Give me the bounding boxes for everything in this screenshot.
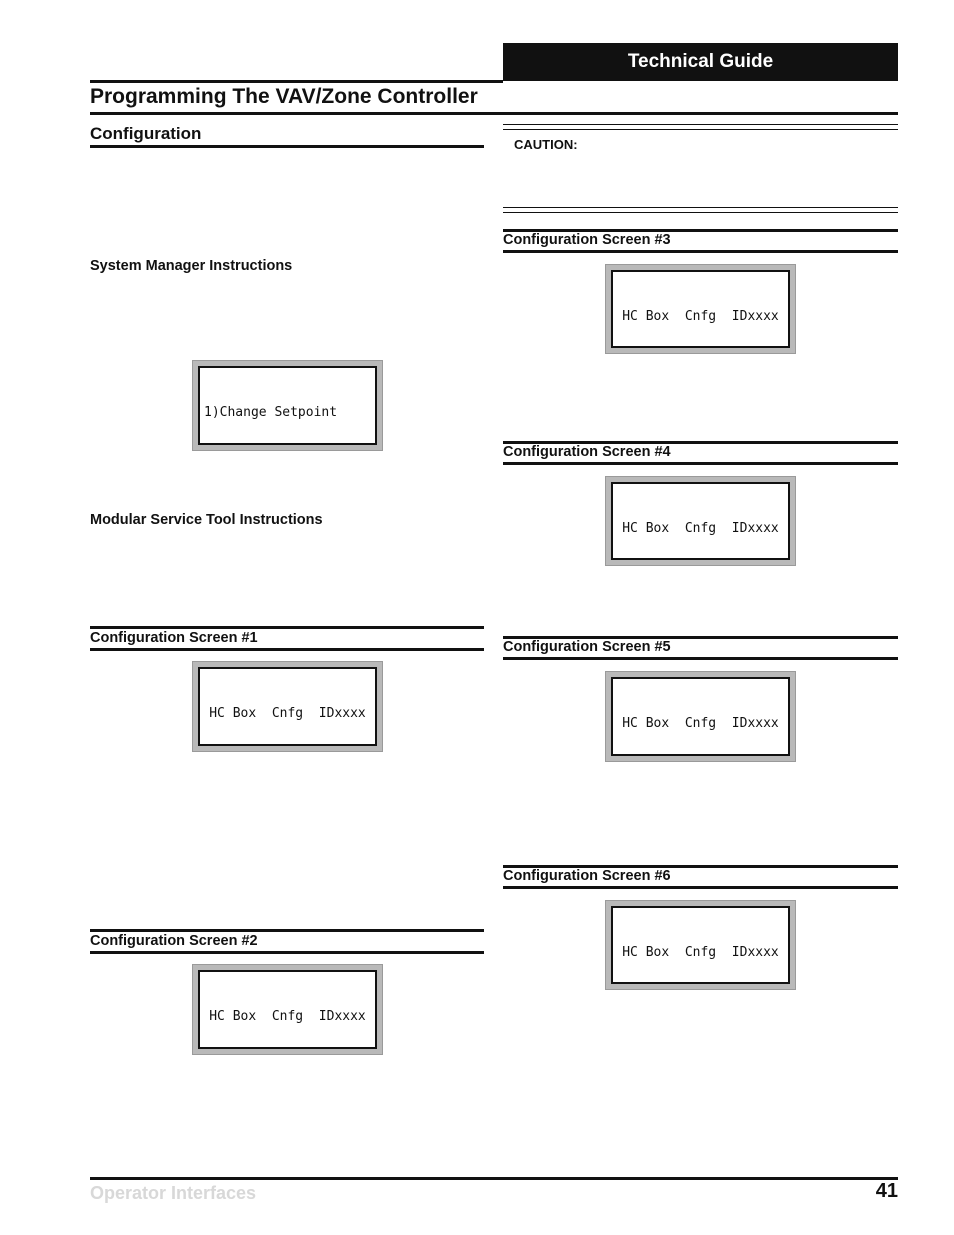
config-screen2-lcd-screen — [198, 970, 377, 1049]
caution-top-rule-b — [503, 129, 898, 130]
configuration-rule — [90, 145, 484, 148]
caution-bottom-rule-b — [503, 212, 898, 213]
lcd-line: HC Box Cnfg IDxxxx — [622, 945, 779, 960]
lcd-line: HC Box Cnfg IDxxxx — [209, 706, 366, 721]
header-rule — [90, 80, 503, 83]
modular-service-tool-heading: Modular Service Tool Instructions — [90, 512, 323, 528]
configuration-heading: Configuration — [90, 124, 202, 143]
screen4-bottom-rule — [503, 462, 898, 465]
caution-top-rule-a — [503, 124, 898, 125]
screen4-title: Configuration Screen #4 — [503, 444, 671, 460]
config-screen6-lcd-screen — [611, 906, 790, 984]
lcd-line: 1)Change Setpoint — [204, 405, 338, 420]
technical-guide-banner — [503, 43, 898, 81]
screen2-title: Configuration Screen #2 — [90, 933, 258, 949]
main-menu-lcd — [192, 360, 383, 451]
lcd-line: HC Box Cnfg IDxxxx — [209, 1009, 366, 1024]
config-screen4-lcd-screen — [611, 482, 790, 560]
config-screen5-lcd-screen — [611, 677, 790, 756]
config-screen6-lcd — [605, 900, 796, 990]
config-screen1-lcd-screen — [198, 667, 377, 746]
screen5-title: Configuration Screen #5 — [503, 639, 671, 655]
screen2-bottom-rule — [90, 951, 484, 954]
screen6-bottom-rule — [503, 886, 898, 889]
system-manager-heading: System Manager Instructions — [90, 258, 293, 274]
title-rule — [90, 112, 898, 115]
screen2-top-rule — [90, 929, 484, 932]
screen1-title: Configuration Screen #1 — [90, 630, 258, 646]
main-menu-lcd-screen — [198, 366, 377, 445]
footer-rule — [90, 1177, 898, 1180]
screen1-bottom-rule — [90, 648, 484, 651]
caution-label: CAUTION: — [514, 137, 578, 152]
page-title: Programming The VAV/Zone Controller — [90, 85, 478, 108]
lcd-line: HC Box Cnfg IDxxxx — [622, 521, 779, 536]
config-screen5-lcd — [605, 671, 796, 762]
lcd-line: HC Box Cnfg IDxxxx — [622, 716, 779, 731]
config-screen3-lcd — [605, 264, 796, 354]
screen1-top-rule — [90, 626, 484, 629]
config-screen2-lcd — [192, 964, 383, 1055]
caution-bottom-rule-a — [503, 207, 898, 208]
config-screen4-lcd — [605, 476, 796, 566]
page-number: 41 — [875, 1180, 898, 1202]
config-screen1-lcd — [192, 661, 383, 752]
footer-section-label: Operator Interfaces — [90, 1183, 257, 1203]
technical-guide-label: Technical Guide — [627, 51, 774, 72]
screen6-title: Configuration Screen #6 — [503, 868, 671, 884]
screen3-bottom-rule — [503, 250, 898, 253]
lcd-line: HC Box Cnfg IDxxxx — [622, 309, 779, 324]
config-screen3-lcd-screen — [611, 270, 790, 348]
screen3-title: Configuration Screen #3 — [503, 232, 671, 248]
screen5-bottom-rule — [503, 657, 898, 660]
